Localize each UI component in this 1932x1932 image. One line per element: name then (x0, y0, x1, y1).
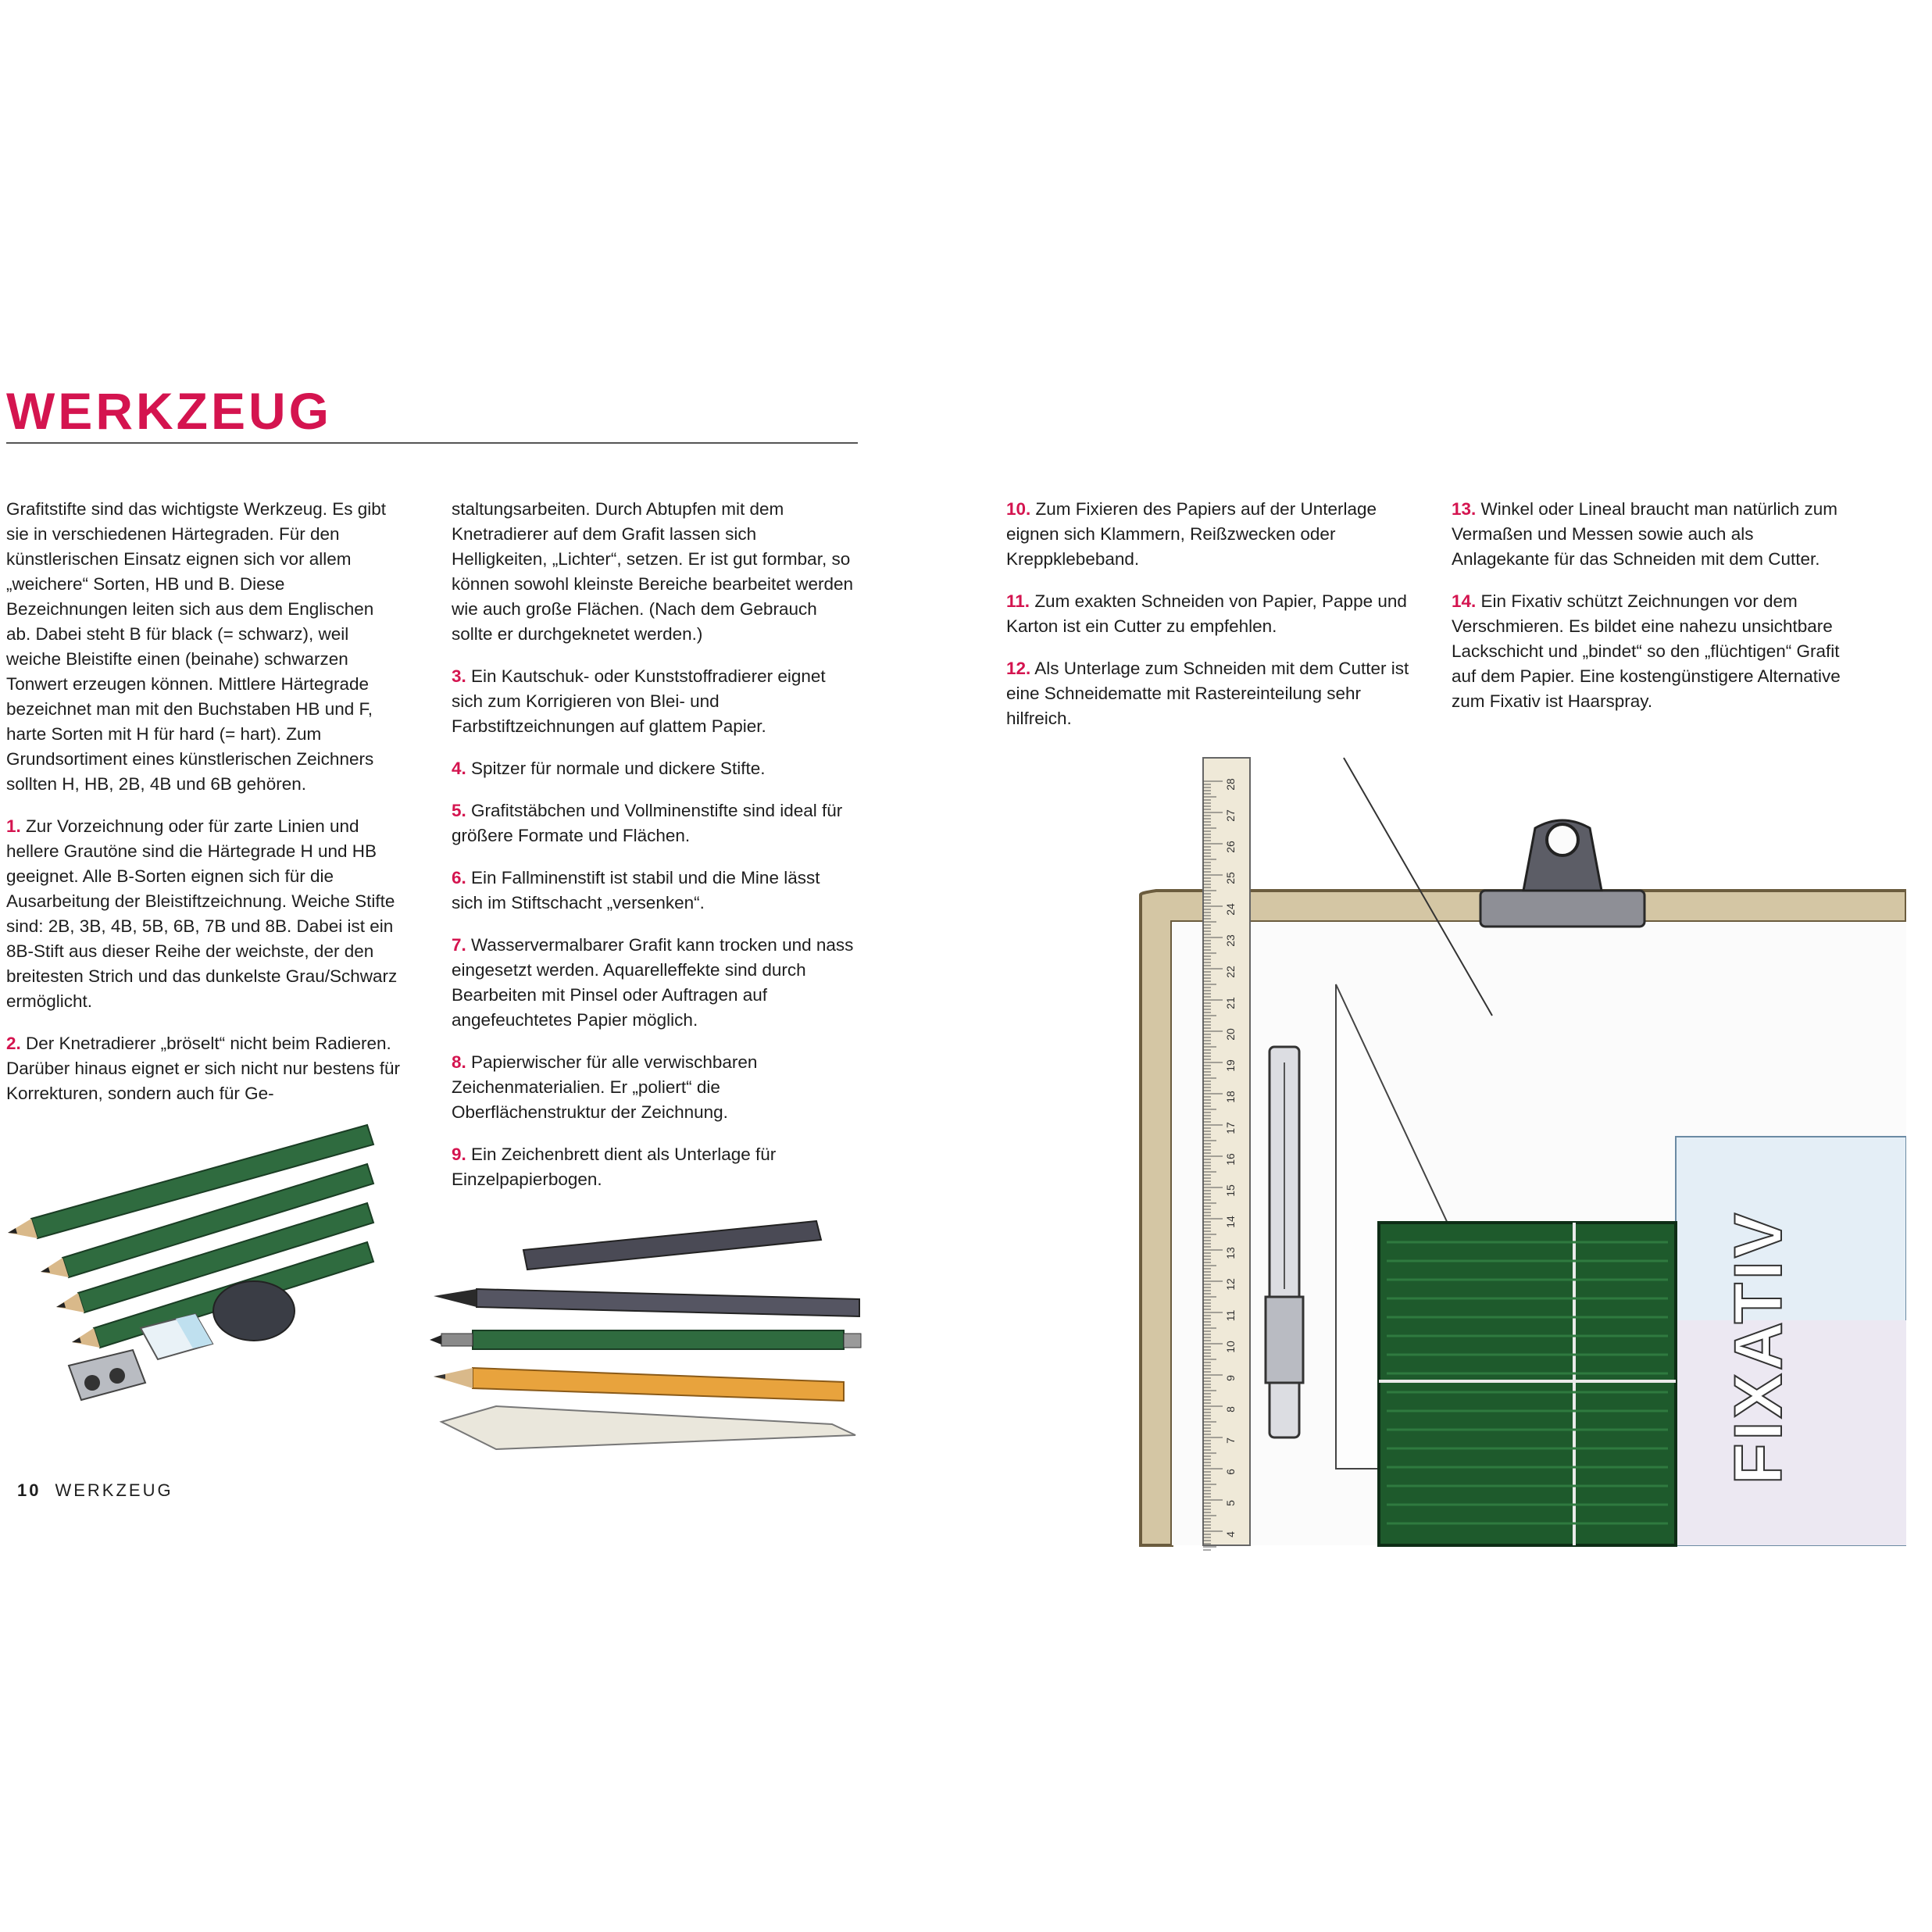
drawing-board-illustration (1125, 750, 1906, 1551)
item-text: Grafitstäbchen und Vollminenstifte sind ideal für größere Formate und Flächen. (452, 801, 843, 845)
item-number: 4. (452, 759, 466, 778)
ruler-number: 8 (1224, 1406, 1237, 1412)
list-item (452, 933, 854, 1033)
ruler-number: 21 (1224, 997, 1237, 1009)
text-column-4 (1452, 497, 1850, 731)
ruler-number: 22 (1224, 966, 1237, 978)
item-text: Zur Vorzeichnung oder für zarte Linien und hellere Grautöne sind die Härtegrade H und HB geeignet. Alle B-Sorten eignen sich für die Ausarbeitung der Bleistiftzeichnung. Weiche Stifte sind: 2B, 3B, 4B, 5B, 6B, 7B und 8B. Dabei ist ein 8B-Stift aus dieser Reihe der weichste, der den breitesten Strich und das dunkelste Grau/Schwarz ermöglicht. (6, 816, 398, 1011)
ruler-number: 28 (1224, 778, 1237, 791)
item-text: Als Unterlage zum Schneiden mit dem Cutter ist eine Schneidematte mit Rastereinteilung sehr hilfreich. (1006, 659, 1409, 728)
item-text: Papierwischer für alle verwischbaren Zeichenmaterialien. Er „poliert“ die Oberflächenstruktur der Zeichnung. (452, 1052, 758, 1122)
item-number: 10. (1006, 499, 1031, 519)
ruler-number: 27 (1224, 809, 1237, 822)
item-text: Zum Fixieren des Papiers auf der Unterlage eignen sich Klammern, Reißzwecken oder Kreppklebeband. (1006, 499, 1377, 569)
ruler-number: 20 (1224, 1028, 1237, 1041)
item-text: Wasservermalbarer Grafit kann trocken und nass eingesetzt werden. Aquarelleffekte sind durch Bearbeiten mit Pinsel oder Auftragen auf angefeuchtetes Papier möglich. (452, 935, 854, 1030)
ruler-number: 14 (1224, 1216, 1237, 1228)
ruler-number: 13 (1224, 1247, 1237, 1259)
item-text: Zum exakten Schneiden von Papier, Pappe und Karton ist ein Cutter zu empfehlen. (1006, 591, 1407, 636)
bulldog-clip-icon (1480, 820, 1645, 927)
text-column-1 (6, 497, 401, 1123)
ruler-number: 9 (1224, 1375, 1237, 1381)
cutter-knife-icon (1266, 1047, 1303, 1437)
graphite-tools-illustration (426, 1215, 879, 1457)
list-item (1452, 589, 1850, 714)
ruler-number: 24 (1224, 903, 1237, 916)
page-heading: WERKZEUG (6, 382, 332, 440)
ruler-number: 19 (1224, 1059, 1237, 1072)
graphite-stick-icon (523, 1221, 821, 1270)
cutting-mat-icon (1379, 1223, 1676, 1545)
list-item (452, 798, 854, 848)
watercolor-graphite-pencil-icon (434, 1368, 844, 1401)
ruler-number: 10 (1224, 1341, 1237, 1353)
item-number: 2. (6, 1034, 21, 1053)
list-item (1452, 497, 1850, 572)
list-item (6, 1031, 401, 1106)
item-number: 5. (452, 801, 466, 820)
page-number: 10 (17, 1480, 41, 1500)
kneaded-eraser-icon (213, 1281, 295, 1341)
item-number: 7. (452, 935, 466, 955)
list-item (1006, 589, 1412, 639)
ruler-number: 16 (1224, 1153, 1237, 1166)
sharpener-icon (69, 1350, 145, 1400)
item-text: Ein Fallminenstift ist stabil und die Mine lässt sich im Stiftschacht „versenken“. (452, 868, 820, 912)
ruler-icon (1203, 758, 1250, 1551)
list-item (452, 664, 854, 739)
list-item (1006, 497, 1412, 572)
item-number: 1. (6, 816, 21, 836)
fixativ-label: FIXATIV (1721, 1209, 1796, 1484)
ruler-number: 6 (1224, 1469, 1237, 1475)
item-number: 6. (452, 868, 466, 887)
item-text: Ein Kautschuk- oder Kunststoffradierer eignet sich zum Korrigieren von Blei- und Farbstiftzeichnungen auf glattem Papier. (452, 666, 826, 736)
solid-graphite-pencil-icon (434, 1289, 859, 1316)
list-item (452, 756, 854, 781)
list-item (452, 866, 854, 916)
text-column-2 (452, 497, 854, 1209)
list-item (452, 1142, 854, 1192)
list-item (1006, 656, 1412, 731)
footer-section: WERKZEUG (55, 1480, 173, 1500)
intro-paragraph: Grafitstifte sind das wichtigste Werkzeug. Es gibt sie in verschiedenen Härtegraden. Für den künstlerischen Einsatz eignen sich vor allem „weichere“ Sorten, HB und B. Diese Bezeichnungen leiten sich aus dem Englischen ab. Dabei steht B für black (= schwarz), weil weiche Bleistifte einen (beinahe) schwarzen Tonwert erzeugen können. Mittlere Härtegrade bezeichnet man mit den Buchstaben HB und F, harte Sorten mit H für hard (= hart). Zum Grundsortiment eines künstlerischen Zeichners sollten H, HB, 2B, 4B und 6B gehören. (6, 499, 387, 794)
ruler-number: 17 (1224, 1122, 1237, 1134)
item-text: staltungsarbeiten. Durch Abtupfen mit dem Knetradierer auf dem Grafit lassen sich Helligkeiten, „Lichter“, setzen. Er ist gut formbar, so können sowohl kleinste Bereiche bearbeitet werden wie auch große Flächen. (Nach dem Gebrauch sollte er durchgeknetet werden.) (452, 499, 854, 644)
item-number: 12. (1006, 659, 1031, 678)
clutch-pencil-icon (430, 1330, 861, 1349)
heading-rule (6, 442, 858, 444)
list-item (452, 497, 854, 647)
pencil-set-illustration (0, 1117, 406, 1445)
item-number: 13. (1452, 499, 1477, 519)
ruler-number: 11 (1224, 1309, 1237, 1322)
item-text: Winkel oder Lineal braucht man natürlich zum Vermaßen und Messen sowie auch als Anlagekante für das Schneiden mit dem Cutter. (1452, 499, 1838, 569)
ruler-number: 7 (1224, 1437, 1237, 1444)
item-text: Ein Fixativ schützt Zeichnungen vor dem Verschmieren. Es bildet eine nahezu unsichtbare Lackschicht und „bindet“ so den „flüchtigen“ Grafit auf dem Papier. Eine kostengünstigere Alternative zum Fixativ ist Haarspray. (1452, 591, 1841, 711)
ruler-number: 25 (1224, 872, 1237, 884)
text-column-3 (1006, 497, 1412, 748)
ruler-number: 15 (1224, 1184, 1237, 1197)
list-item (6, 814, 401, 1014)
item-number: 9. (452, 1145, 466, 1164)
list-item (452, 1050, 854, 1125)
item-number: 3. (452, 666, 466, 686)
item-text: Spitzer für normale und dickere Stifte. (471, 759, 766, 778)
ruler-number: 23 (1224, 934, 1237, 947)
ruler-number: 5 (1224, 1500, 1237, 1506)
ruler-number: 18 (1224, 1091, 1237, 1103)
item-text: Ein Zeichenbrett dient als Unterlage für Einzelpapierbogen. (452, 1145, 777, 1189)
ruler-number: 4 (1224, 1531, 1237, 1537)
ruler-number: 26 (1224, 841, 1237, 853)
item-number: 11. (1006, 591, 1030, 611)
item-number: 8. (452, 1052, 466, 1072)
item-number: 14. (1452, 591, 1477, 611)
blending-stump-icon (441, 1406, 855, 1449)
page-footer (17, 1480, 173, 1501)
fixative-can-icon (1676, 1137, 1906, 1545)
item-text: Der Knetradierer „bröselt“ nicht beim Radieren. Darüber hinaus eignet er sich nicht nur bestens für Korrekturen, sondern auch für Ge- (6, 1034, 401, 1103)
ruler-number: 12 (1224, 1278, 1237, 1291)
